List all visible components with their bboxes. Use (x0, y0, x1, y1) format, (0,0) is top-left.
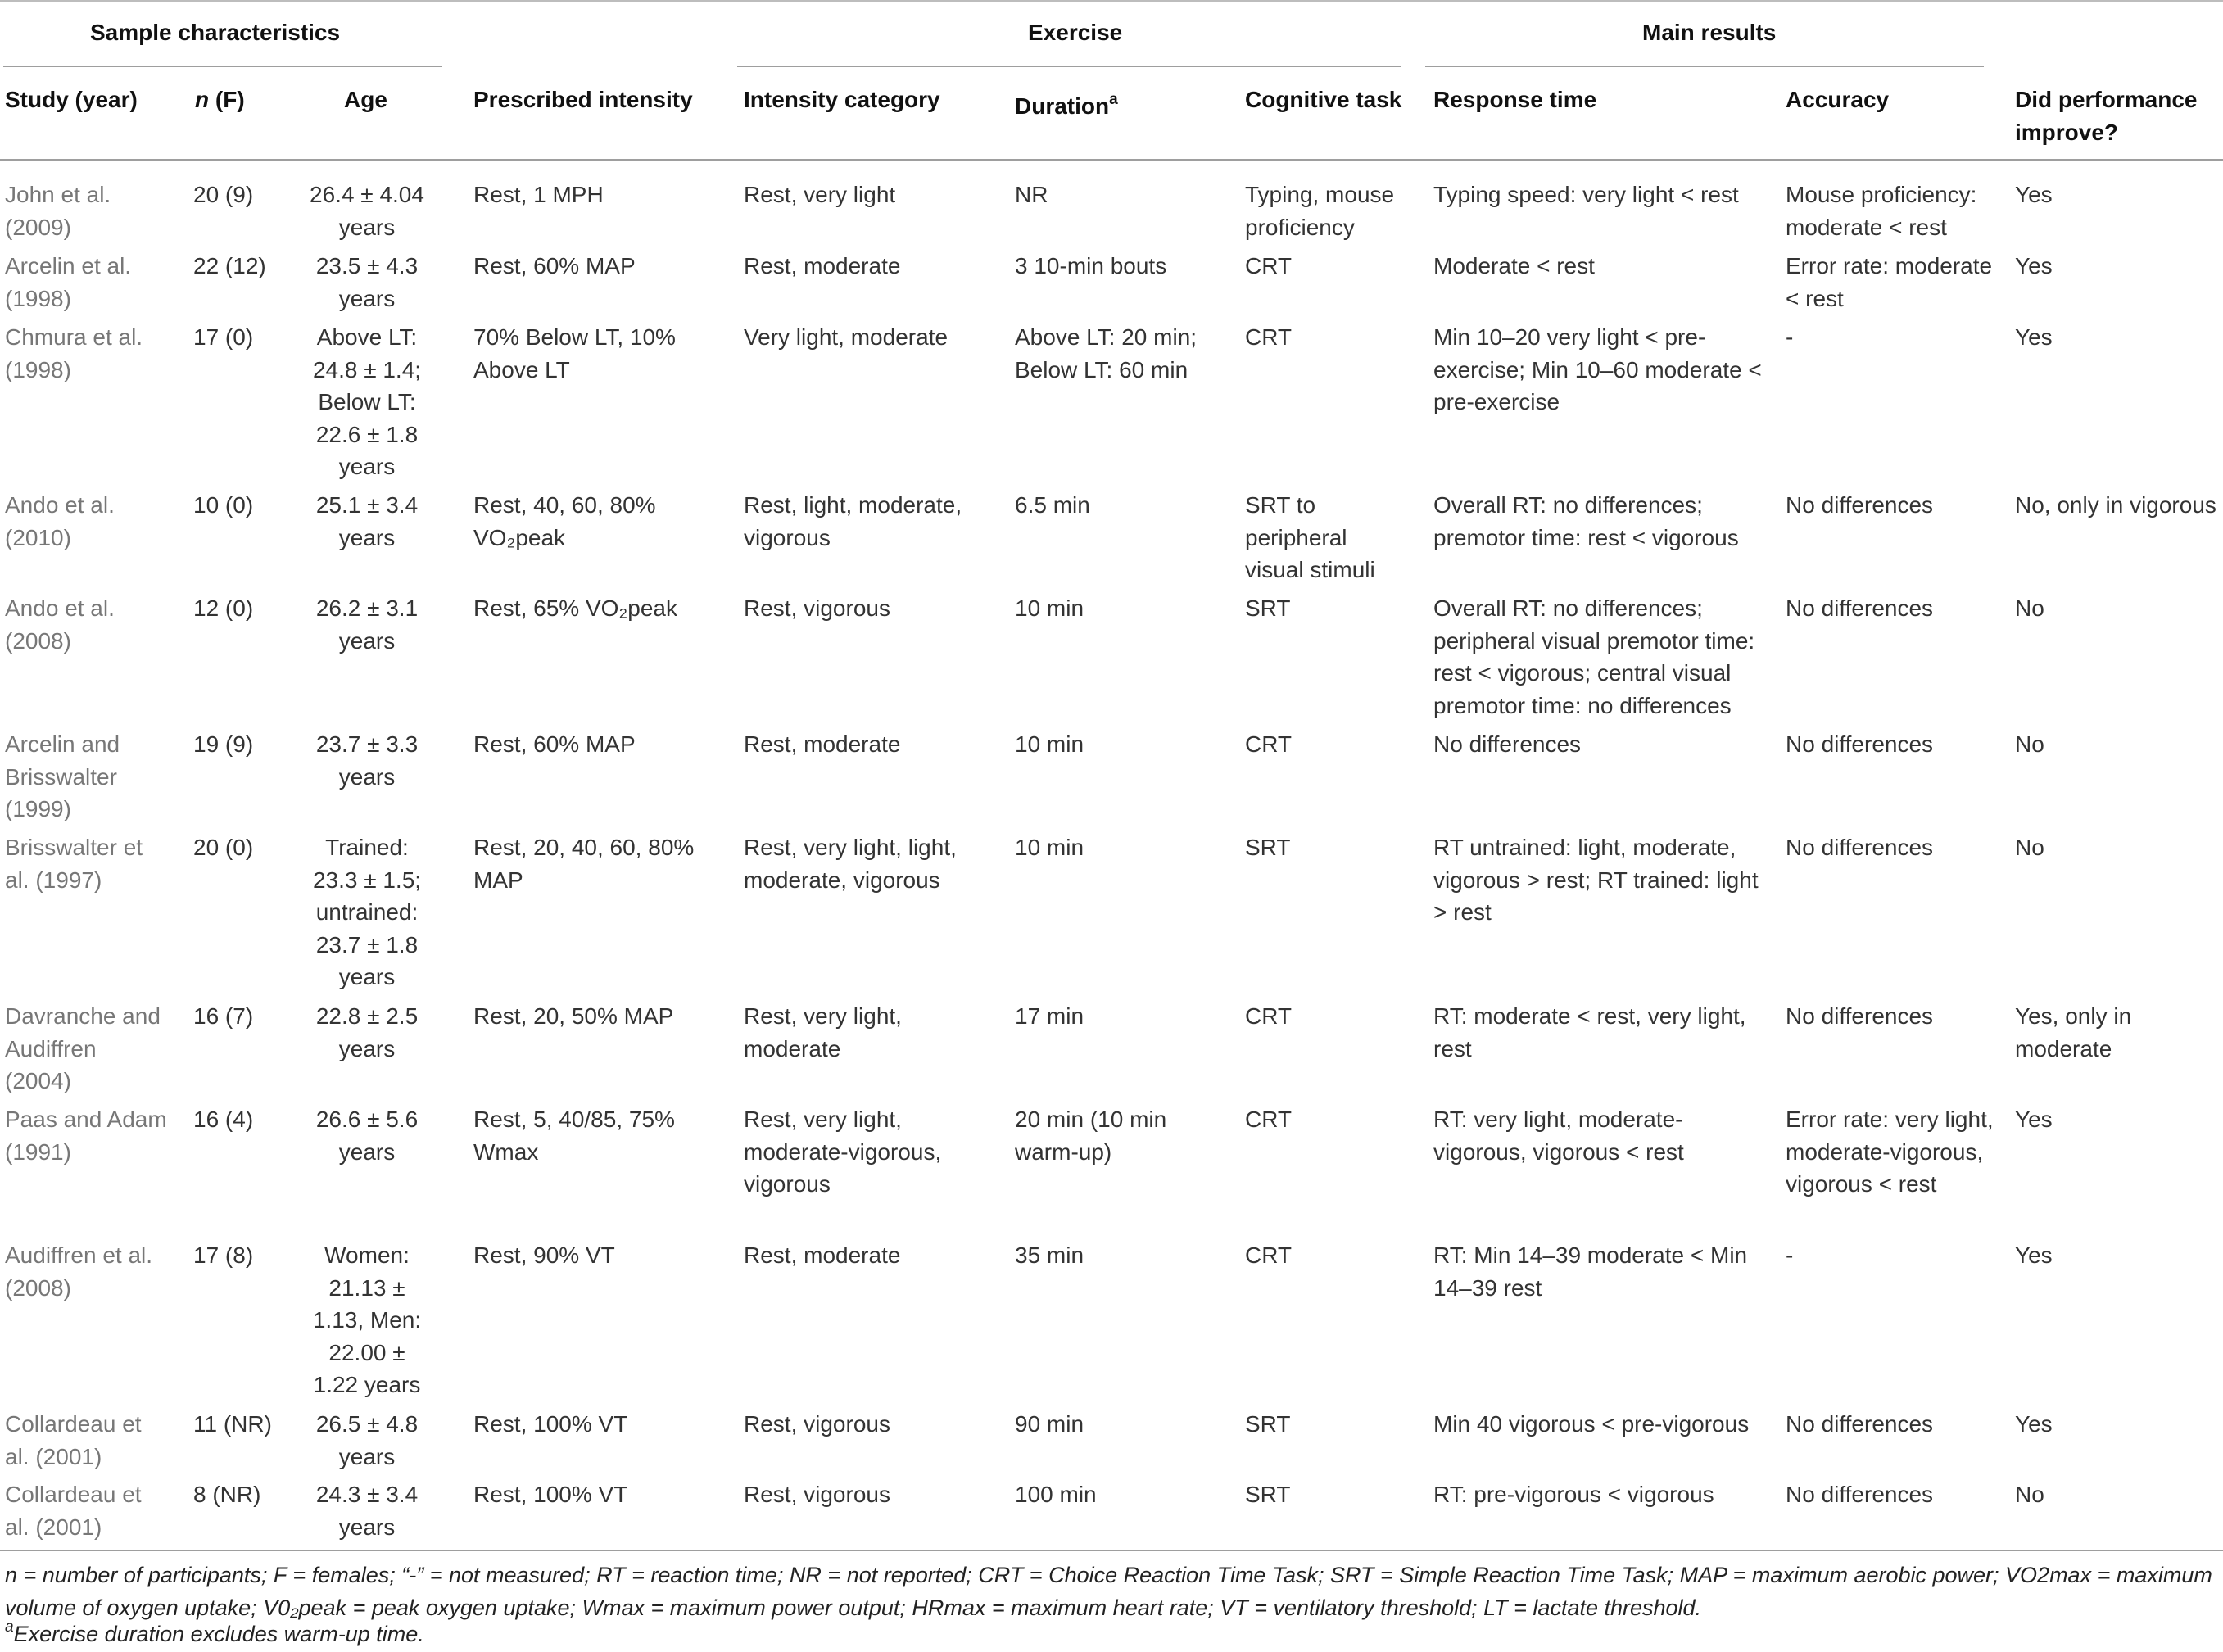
cell-rt: RT: moderate < rest, very light, rest (1433, 1003, 1746, 1061)
cell-age: 26.4 ± 4.04 years (310, 182, 424, 240)
cell-duration: 6.5 min (1015, 492, 1090, 518)
table-bottom-rule (0, 1550, 2223, 1551)
cell-improve: Yes (2015, 182, 2053, 207)
footnote-duration-marker: a (5, 1618, 14, 1636)
footnote-duration-text: Exercise duration excludes warm-up time. (13, 1622, 424, 1646)
cell-duration: 90 min (1015, 1411, 1084, 1437)
cell-prescribed: 70% Below LT, 10% Above LT (473, 324, 676, 382)
cell-accuracy: No differences (1786, 1411, 1934, 1437)
cell-duration: 10 min (1015, 835, 1084, 860)
group-rule-results (1425, 66, 1984, 67)
cell-prescribed: Rest, 60% MAP (473, 731, 636, 757)
cell-duration: 10 min (1015, 595, 1084, 621)
cell-n: 17 (0) (193, 324, 254, 350)
group-header-exercise: Exercise (1028, 20, 1123, 45)
cell-age: Trained: 23.3 ± 1.5; untrained: 23.7 ± 1.8 years (312, 835, 422, 989)
cell-task: SRT (1245, 1411, 1291, 1437)
group-rule-sample (3, 66, 442, 67)
cell-n: 16 (7) (193, 1003, 254, 1029)
cell-study: Collardeau et al. (2001) (5, 1482, 142, 1540)
cell-n: 8 (NR) (193, 1482, 261, 1507)
cell-age: 26.2 ± 3.1 years (315, 595, 419, 654)
cell-category: Rest, very light, light, moderate, vigorous (744, 835, 957, 893)
cell-study: Paas and Adam (1991) (5, 1107, 167, 1165)
header-rule (0, 159, 2223, 161)
cell-study: Arcelin and Brisswalter (1999) (5, 731, 120, 821)
cell-n: 20 (9) (193, 182, 254, 207)
cell-improve: Yes (2015, 253, 2053, 278)
cell-n: 10 (0) (193, 492, 254, 518)
table-top-rule (0, 0, 2223, 2)
cell-prescribed: Rest, 1 MPH (473, 182, 604, 207)
cell-accuracy: Error rate: moderate < rest (1786, 253, 1993, 311)
cell-study: John et al. (2009) (5, 182, 111, 240)
cell-study: Ando et al. (2008) (5, 595, 115, 654)
cell-improve: Yes (2015, 1411, 2053, 1437)
cell-category: Rest, moderate (744, 731, 901, 757)
cell-task: CRT (1245, 253, 1293, 278)
cell-prescribed: Rest, 60% MAP (473, 253, 636, 278)
cell-age: Women: 21.13 ± 1.13, Men: 22.00 ± 1.22 years (312, 1242, 422, 1397)
cell-rt: No differences (1433, 731, 1582, 757)
cell-n: 16 (4) (193, 1107, 254, 1132)
cell-task: Typing, mouse proficiency (1245, 182, 1395, 240)
cell-improve: Yes (2015, 1242, 2053, 1268)
group-header-results: Main results (1642, 20, 1777, 45)
cell-study: Audiffren et al. (2008) (5, 1242, 153, 1301)
cell-category: Rest, very light, moderate (744, 1003, 902, 1061)
cell-duration: 100 min (1015, 1482, 1097, 1507)
cell-rt: Min 40 vigorous < pre-vigorous (1433, 1411, 1750, 1437)
cell-study: Chmura et al. (1998) (5, 324, 143, 382)
cell-duration: NR (1015, 182, 1048, 207)
cell-task: CRT (1245, 324, 1293, 350)
cell-category: Rest, vigorous (744, 595, 890, 621)
cell-duration: 20 min (10 min warm-up) (1015, 1107, 1167, 1165)
cell-category: Rest, very light (744, 182, 896, 207)
cell-category: Rest, light, moderate, vigorous (744, 492, 962, 550)
cell-rt: RT: Min 14–39 moderate < Min 14–39 rest (1433, 1242, 1748, 1301)
cell-study: Davranche and Audiffren (2004) (5, 1003, 161, 1093)
group-header-sample: Sample characteristics (90, 20, 341, 45)
footnote-abbreviations: n = number of participants; F = females; “-” = not measured; RT = reaction time; NR = not reported; CRT = Choice Reaction Time Task; SRT = Simple Reaction Time Task; MAP = maximum aerobic power; VO2max = maximum volume of oxygen uptake; V0₂peak = peak oxygen uptake; Wmax = maximum power output; HRmax = maximum heart rate; VT = ventilatory threshold; LT = lactate threshold. (5, 1563, 2212, 1620)
cell-improve: Yes (2015, 324, 2053, 350)
cell-task: SRT (1245, 595, 1291, 621)
col-header-prescribed: Prescribed intensity (473, 87, 693, 112)
cell-prescribed: Rest, 20, 50% MAP (473, 1003, 674, 1029)
cell-task: SRT (1245, 1482, 1291, 1507)
cell-age: 25.1 ± 3.4 years (315, 492, 419, 550)
cell-rt: Typing speed: very light < rest (1433, 182, 1739, 207)
cell-duration: Above LT: 20 min; Below LT: 60 min (1015, 324, 1198, 382)
cell-improve: No, only in vigorous (2015, 492, 2216, 518)
col-header-n-suffix: (F) (209, 87, 245, 112)
cell-n: 17 (8) (193, 1242, 254, 1268)
col-header-improve: Did performance improve? (2015, 87, 2198, 145)
cell-n: 22 (12) (193, 253, 266, 278)
col-header-study: Study (year) (5, 87, 138, 112)
cell-n: 19 (9) (193, 731, 254, 757)
cell-age: 22.8 ± 2.5 years (315, 1003, 419, 1061)
cell-accuracy: - (1786, 324, 1794, 350)
col-header-age: Age (344, 87, 387, 112)
footnote-duration (5, 1611, 424, 1650)
cell-study: Arcelin et al. (1998) (5, 253, 132, 311)
col-header-duration-label: Duration (1015, 93, 1110, 119)
cell-prescribed: Rest, 90% VT (473, 1242, 615, 1268)
cell-prescribed: Rest, 100% VT (473, 1411, 628, 1437)
cell-prescribed: Rest, 65% VO₂peak (473, 595, 677, 621)
cell-accuracy: Mouse proficiency: moderate < rest (1786, 182, 1977, 240)
cell-prescribed: Rest, 20, 40, 60, 80% MAP (473, 835, 695, 893)
cell-duration: 10 min (1015, 731, 1084, 757)
cell-improve: No (2015, 835, 2044, 860)
col-header-duration-marker: a (1109, 91, 1118, 108)
cell-task: CRT (1245, 1242, 1293, 1268)
cell-accuracy: No differences (1786, 1482, 1934, 1507)
cell-task: SRT to peripheral visual stimuli (1245, 492, 1375, 582)
col-header-n (195, 84, 245, 116)
cell-improve: No (2015, 595, 2044, 621)
cell-category: Very light, moderate (744, 324, 949, 350)
cell-task: SRT (1245, 835, 1291, 860)
cell-prescribed: Rest, 5, 40/85, 75% Wmax (473, 1107, 675, 1165)
cell-accuracy: - (1786, 1242, 1794, 1268)
cell-age: 23.5 ± 4.3 years (315, 253, 419, 311)
cell-improve: Yes, only in moderate (2015, 1003, 2132, 1061)
cell-category: Rest, very light, moderate-vigorous, vigorous (744, 1107, 942, 1197)
cell-duration: 35 min (1015, 1242, 1084, 1268)
cell-category: Rest, vigorous (744, 1482, 890, 1507)
cell-prescribed: Rest, 100% VT (473, 1482, 628, 1507)
cell-study: Collardeau et al. (2001) (5, 1411, 142, 1469)
col-header-category: Intensity category (744, 87, 940, 112)
col-header-n-symbol: n (195, 87, 210, 112)
cell-accuracy: No differences (1786, 731, 1934, 757)
cell-task: CRT (1245, 1107, 1293, 1132)
cell-prescribed: Rest, 40, 60, 80% VO₂peak (473, 492, 656, 550)
cell-category: Rest, moderate (744, 1242, 901, 1268)
cell-category: Rest, moderate (744, 253, 901, 278)
cell-task: CRT (1245, 1003, 1293, 1029)
cell-accuracy: No differences (1786, 595, 1934, 621)
col-header-accuracy: Accuracy (1786, 87, 1890, 112)
cell-age: 23.7 ± 3.3 years (315, 731, 419, 790)
cell-age: 24.3 ± 3.4 years (315, 1482, 419, 1540)
cell-task: CRT (1245, 731, 1293, 757)
cell-improve: No (2015, 731, 2044, 757)
cell-age: Above LT: 24.8 ± 1.4; Below LT: 22.6 ± 1.8 years (312, 324, 422, 479)
col-header-duration (1015, 84, 1118, 123)
cell-duration: 3 10-min bouts (1015, 253, 1167, 278)
cell-accuracy: No differences (1786, 835, 1934, 860)
cell-age: 26.6 ± 5.6 years (315, 1107, 419, 1165)
cell-rt: Overall RT: no differences; premotor time: rest < vigorous (1433, 492, 1739, 550)
cell-rt: RT: pre-vigorous < vigorous (1433, 1482, 1714, 1507)
cell-age: 26.5 ± 4.8 years (315, 1411, 419, 1469)
cell-rt: RT untrained: light, moderate, vigorous > rest; RT trained: light > rest (1433, 835, 1759, 925)
cell-study: Brisswalter et al. (1997) (5, 835, 143, 893)
cell-study: Ando et al. (2010) (5, 492, 115, 550)
col-header-rt: Response time (1433, 87, 1597, 112)
cell-rt: Overall RT: no differences; peripheral visual premotor time: rest < vigorous; central visual premotor time: no differences (1433, 595, 1755, 718)
cell-n: 11 (NR) (193, 1411, 272, 1437)
cell-accuracy: Error rate: very light, moderate-vigorous, vigorous < rest (1786, 1107, 1994, 1197)
cell-rt: Moderate < rest (1433, 253, 1595, 278)
cell-n: 12 (0) (193, 595, 254, 621)
cell-rt: RT: very light, moderate-vigorous, vigorous < rest (1433, 1107, 1684, 1165)
cell-accuracy: No differences (1786, 492, 1934, 518)
cell-improve: Yes (2015, 1107, 2053, 1132)
cell-rt: Min 10–20 very light < pre-exercise; Min 10–60 moderate < pre-exercise (1433, 324, 1762, 414)
col-header-task: Cognitive task (1245, 87, 1402, 112)
group-rule-exercise (737, 66, 1401, 67)
cell-category: Rest, vigorous (744, 1411, 890, 1437)
cell-n: 20 (0) (193, 835, 254, 860)
cell-improve: No (2015, 1482, 2044, 1507)
cell-duration: 17 min (1015, 1003, 1084, 1029)
cell-accuracy: No differences (1786, 1003, 1934, 1029)
